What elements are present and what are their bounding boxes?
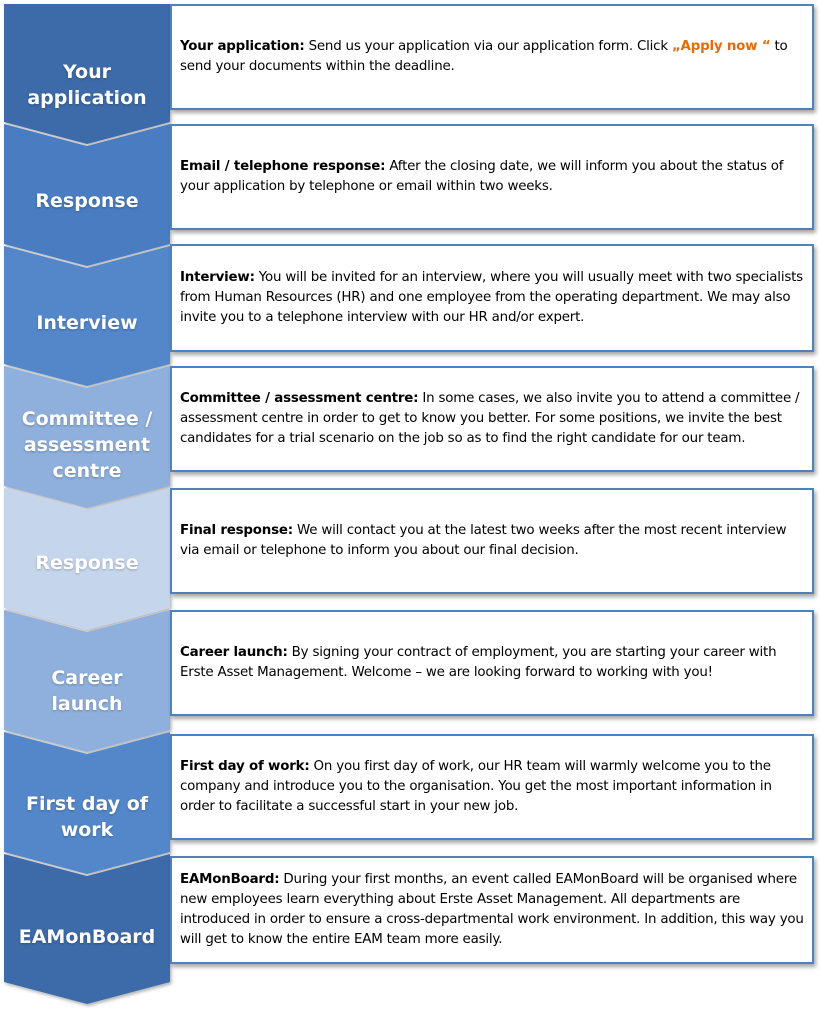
step-8-chevron-label: EAMonBoard xyxy=(18,926,156,948)
step-8-description xyxy=(180,870,804,950)
step-1-title: Your application: xyxy=(180,39,305,54)
step-3-text: You will be invited for an interview, where you will usually meet with two specialists from Human Resources (HR) and one employee from the operating department. We may also invite you to a telephone interview with our HR and/or expert. xyxy=(180,270,803,325)
step-4-description xyxy=(180,389,804,449)
step-8-text: During your first months, an event called EAMonBoard will be organised where new employees learn everything about Erste Asset Management. All departments are introduced in order to ensure a cross-departmental work environment. In addition, this way you will get to know the entire EAM team more easily. xyxy=(180,872,804,947)
step-5-description xyxy=(180,521,804,561)
step-4-chevron-label: Committee / assessment centre xyxy=(21,408,153,482)
step-8-description-box xyxy=(170,856,814,964)
step-7-description-box xyxy=(170,734,814,840)
step-3-description xyxy=(180,268,804,328)
step-2-text: After the closing date, we will inform you about the status of your application by telephone or email within two weeks. xyxy=(180,159,784,194)
step-1-description-box xyxy=(170,4,814,110)
step-6-title: Career launch: xyxy=(180,645,288,660)
step-8-title: EAMonBoard: xyxy=(180,872,280,887)
step-2-chevron-label: Response xyxy=(35,190,139,212)
step-1-text: Send us your application via our application form. Click xyxy=(304,39,672,54)
step-4-description-box xyxy=(170,366,814,472)
step-2-title: Email / telephone response: xyxy=(180,159,386,174)
step-1-chevron-label: Your application xyxy=(27,61,147,109)
step-6-text: By signing your contract of employment, you are starting your career with Erste Asset Management. Welcome – we are looking forward to working with you! xyxy=(180,645,777,680)
step-6-description-box xyxy=(170,610,814,716)
step-5-title: Final response: xyxy=(180,523,293,538)
step-5-chevron-label: Response xyxy=(35,552,139,574)
step-7-description xyxy=(180,757,804,817)
step-2-description xyxy=(180,157,804,197)
step-4-text: In some cases, we also invite you to attend a committee / assessment centre in order to get to know you better. For some positions, we invite the best candidates for a trial scenario on the job so as to find the right candidate for our team. xyxy=(180,391,800,446)
step-3-description-box xyxy=(170,244,814,352)
step-5-description-box xyxy=(170,488,814,594)
step-5-text: We will contact you at the latest two weeks after the most recent interview via email or telephone to inform you about our final decision. xyxy=(180,523,787,558)
step-7-text: On you first day of work, our HR team will warmly welcome you to the company and introduce you to the organisation. You get the most important information in order to facilitate a successful start in your new job. xyxy=(180,759,772,814)
step-1-description xyxy=(180,37,804,77)
step-7-title: First day of work: xyxy=(180,759,310,774)
apply-now-link[interactable]: „Apply now “ xyxy=(671,39,771,54)
step-6-chevron-label: Career launch xyxy=(51,667,123,715)
step-7-chevron-label: First day of work xyxy=(25,793,149,841)
step-4-title: Committee / assessment centre: xyxy=(180,391,419,406)
step-1-text-end: to send your documents within the deadline. xyxy=(180,39,788,74)
step-3-chevron-label: Interview xyxy=(36,312,138,334)
step-6-description xyxy=(180,643,804,683)
step-3-title: Interview: xyxy=(180,270,255,285)
step-2-description-box xyxy=(170,124,814,230)
